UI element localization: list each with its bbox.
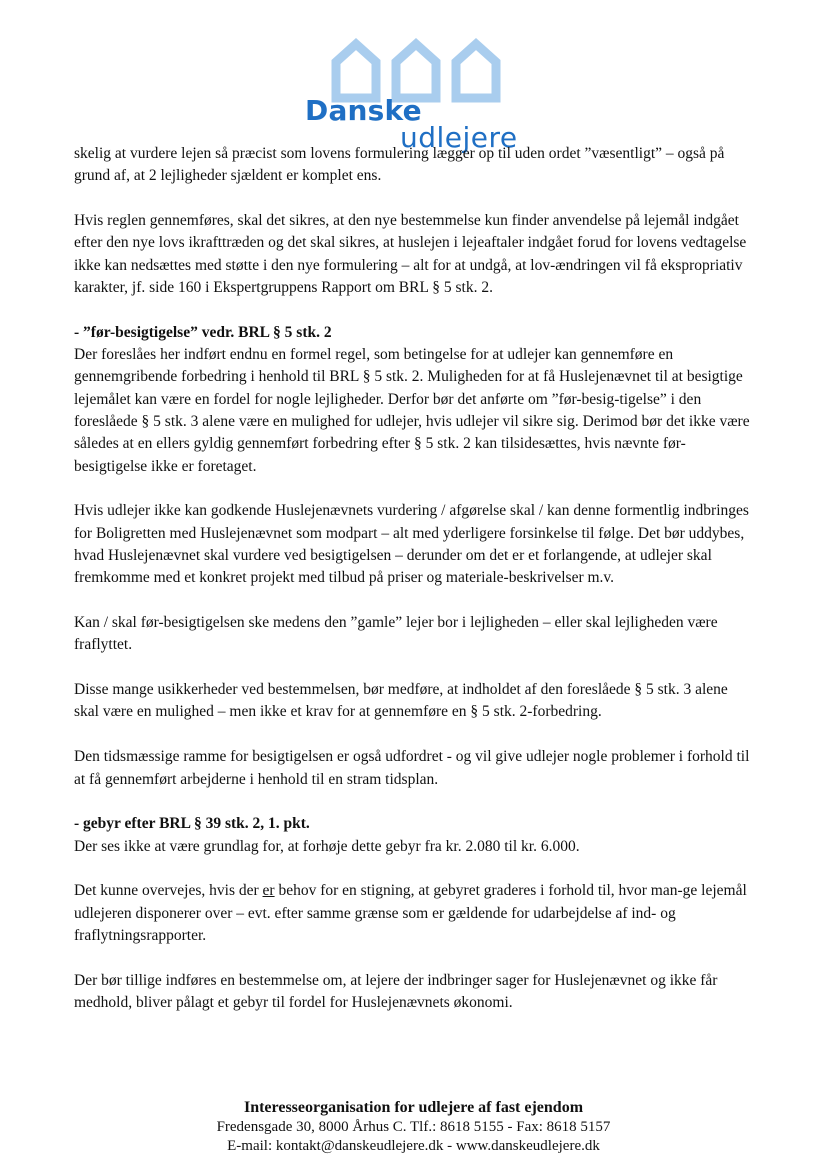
logo bbox=[300, 22, 550, 154]
document-body bbox=[74, 143, 754, 1037]
paragraph: Der foreslåes her indført endnu en formel regel, som betingelse for at udlejer kan gennemføre en gennemgribende forbedring i henhold til BRL § 5 stk. 2. Muligheden for at få Huslejenævnet til at besigtige lejemålet kan være en fordel for nogle lejligheder. Derfor bør det anførte om ”før-besig-tigelse” i den foreslåede § 5 stk. 3 alene være en mulighed for udlejer, hvis udlejer vil sikre sig. Derimod bør det ikke være således at en ellers gyldig gennemført forbedring efter § 5 stk. 2 kan tilsidesættes, hvis nævnte før-besigtigelse ikke er foretaget. bbox=[74, 346, 750, 475]
paragraph: Hvis udlejer ikke kan godkende Huslejenævnets vurdering / afgørelse skal / kan denne formentlig indbringes for Boligretten med Huslejenævnet som modpart – alt med yderligere forsinkelse til følge. Det bør uddybes, hvad Huslejenævnet skal vurdere ved besigtigelsen – derunder om det er et forlangende, at udlejer skal fremkomme med et konkret projekt med tilbud på priser og materiale-beskrivelser m.v. bbox=[74, 502, 749, 587]
paragraph: Hvis reglen gennemføres, skal det sikres, at den nye bestemmelse kun finder anvendelse på lejemål indgået efter den nye lovs ikrafttræden og det skal sikres, at huslejen i lejeaftaler indgået forud for lovens vedtagelse ikke kan nedsættes med støtte i den nye formulering – alt for at undgå, at lov-ændringen vil få ekspropriativ karakter, jf. side 160 i Ekspertgruppens Rapport om BRL § 5 stk. 2. bbox=[74, 212, 747, 296]
footer bbox=[0, 1098, 827, 1157]
text-run: behov for en stigning, at gebyret graderes i forhold til, hvor man-ge lejemål udlejeren disponerer over – evt. efter samme grænse som er gældende for udarbejdelse af ind- og fraflytningsrapporter. bbox=[74, 882, 747, 945]
paragraph: skelig at vurdere lejen så præcist som lovens formulering lægger op til uden ordet ”væsentligt” – også på grund af, at 2 lejligheder sjældent er komplet ens. bbox=[74, 145, 725, 185]
underlined-word: er bbox=[262, 882, 275, 900]
text-run: Det kunne overvejes, hvis der bbox=[74, 882, 263, 900]
footer-org-name: Interesseorganisation for udlejere af fast ejendom bbox=[243, 1099, 584, 1116]
paragraph: Kan / skal før-besigtigelsen ske medens den ”gamle” lejer bor i lejligheden – eller skal lejligheden være fraflyttet. bbox=[74, 614, 718, 654]
paragraph: Der bør tillige indføres en bestemmelse om, at lejere der indbringer sager for Huslejenævnet og ikke får medhold, bliver pålagt et gebyr til fordel for Huslejenævnets økonomi. bbox=[74, 971, 718, 1012]
section-heading: - ”før-besigtigelse” vedr. BRL § 5 stk. 2 bbox=[74, 323, 332, 341]
paragraph: Disse mange usikkerheder ved bestemmelsen, bør medføre, at indholdet af den foreslåede § 5 stk. 3 alene skal være en mulighed – men ikke et krav for at gennemføre en § 5 stk. 2-forbedring. bbox=[74, 681, 728, 721]
logo-text-danske: Danske bbox=[305, 94, 422, 127]
paragraph: Den tidsmæssige ramme for besigtigelsen er også udfordret - og vil give udlejer nogle problemer i forhold til at få gennemført arbejderne i henhold til en stram tidsplan. bbox=[74, 748, 750, 788]
footer-contact: E-mail: kontakt@danskeudlejere.dk - www.danskeudlejere.dk bbox=[227, 1138, 600, 1154]
footer-address: Fredensgade 30, 8000 Århus C. Tlf.: 8618 5155 - Fax: 8618 5157 bbox=[216, 1118, 611, 1135]
paragraph: Der ses ikke at være grundlag for, at forhøje dette gebyr fra kr. 2.080 til kr. 6.000. bbox=[74, 837, 580, 855]
paragraph bbox=[74, 880, 754, 947]
section-heading: - gebyr efter BRL § 39 stk. 2, 1. pkt. bbox=[74, 815, 310, 833]
logo-text-udlejere: udlejere bbox=[400, 121, 518, 154]
